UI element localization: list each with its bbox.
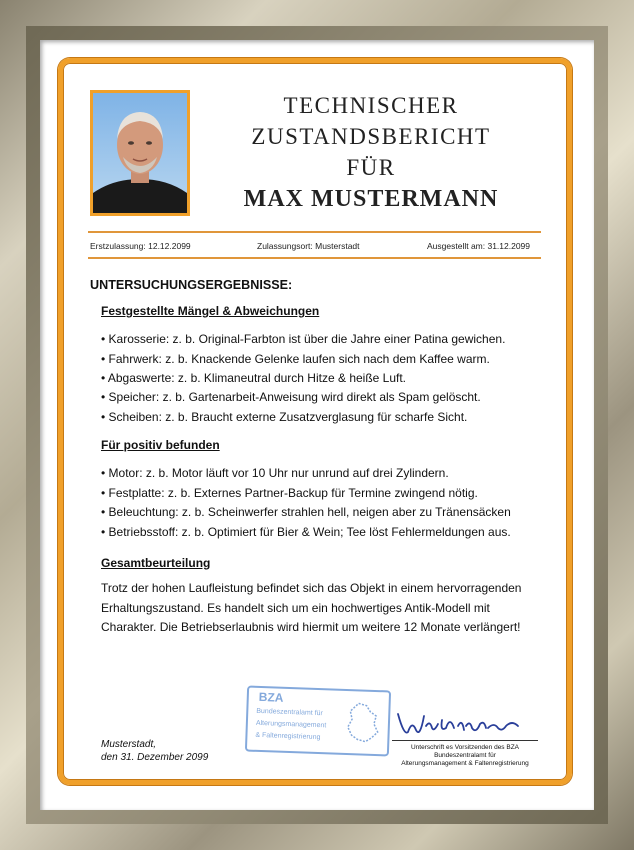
positive-item: • Festplatte: z. b. Externes Partner-Backup für Termine zwingend nötig. [101,486,478,500]
signature-caption-line: Bundeszentralamt für [434,752,496,759]
place-and-date [101,738,208,764]
first-registration: Erstzulassung: 12.12.2099 [90,241,191,251]
stamp-line: & Faltenregistrierung [255,731,321,742]
overall-text: Trotz der hohen Laufleistung befindet sich das Objekt in einem hervorragenden Erhaltungszustand. Es handelt sich um ein hochwertiges Antik-Modell mit Charakter. Die Betriebserlaubnis wird hiermit um weitere 12 Monate verlängert! [101,581,522,634]
defect-item: • Abgaswerte: z. b. Klimaneutral durch Hitze & heiße Luft. [101,371,407,385]
signature-caption [388,744,542,768]
holder-name: MAX MUSTERMANN [243,186,499,212]
date-line: den 31. Dezember 2099 [101,752,209,763]
place-line: Musterstadt, [101,739,157,750]
defect-item: • Fahrwerk: z. b. Knackende Gelenke laufen sich nach dem Kaffee warm. [101,352,490,366]
title-line-1: TECHNISCHER [283,93,459,118]
positive-item: • Beleuchtung: z. b. Scheinwerfer strahlen hell, neigen aber zu Tränensäcken [101,505,511,519]
bza-stamp [245,686,391,757]
overall-heading: Gesamtbeurteilung [101,556,211,570]
defects-heading: Festgestellte Mängel & Abweichungen [101,304,320,318]
positive-item: • Betriebsstoff: z. b. Optimiert für Bier & Wein; Tee löst Fehlermeldungen aus. [101,525,511,539]
stamp-line: Bundeszentralamt für [256,707,323,718]
defect-item: • Speicher: z. b. Gartenarbeit-Anweisung wird direkt als Spam gelöscht. [101,390,481,404]
positive-item: • Motor: z. b. Motor läuft vor 10 Uhr nur unrund auf drei Zylindern. [101,466,449,480]
title-line-2: ZUSTANDSBERICHT [251,124,491,149]
stamp-line: Alterungsmanagement [255,719,327,730]
registration-place: Zulassungsort: Musterstadt [257,241,360,251]
results-heading: UNTERSUCHUNGSERGEBNISSE: [90,278,293,292]
divider-top [88,231,541,233]
signature [396,706,526,740]
portrait-photo [90,90,190,216]
stamp-title: BZA [258,689,284,705]
signature-line [392,740,538,741]
issue-date: Ausgestellt am: 31.12.2099 [427,241,531,251]
defect-item: • Karosserie: z. b. Original-Farbton ist über die Jahre einer Patina gewichen. [101,332,506,346]
defect-item: • Scheiben: z. b. Braucht externe Zusatzverglasung für scharfe Sicht. [101,410,468,424]
divider-bottom [88,257,541,259]
report-title [210,90,532,215]
title-line-3: FÜR [346,155,396,180]
signature-caption-line: Unterschrift es Vorsitzenden des BZA [410,744,520,751]
germany-map-icon [343,701,380,744]
positive-heading: Für positiv befunden [101,438,220,452]
signature-caption-line: Alterungsmanagement & Faltenregistrierung [401,760,529,767]
